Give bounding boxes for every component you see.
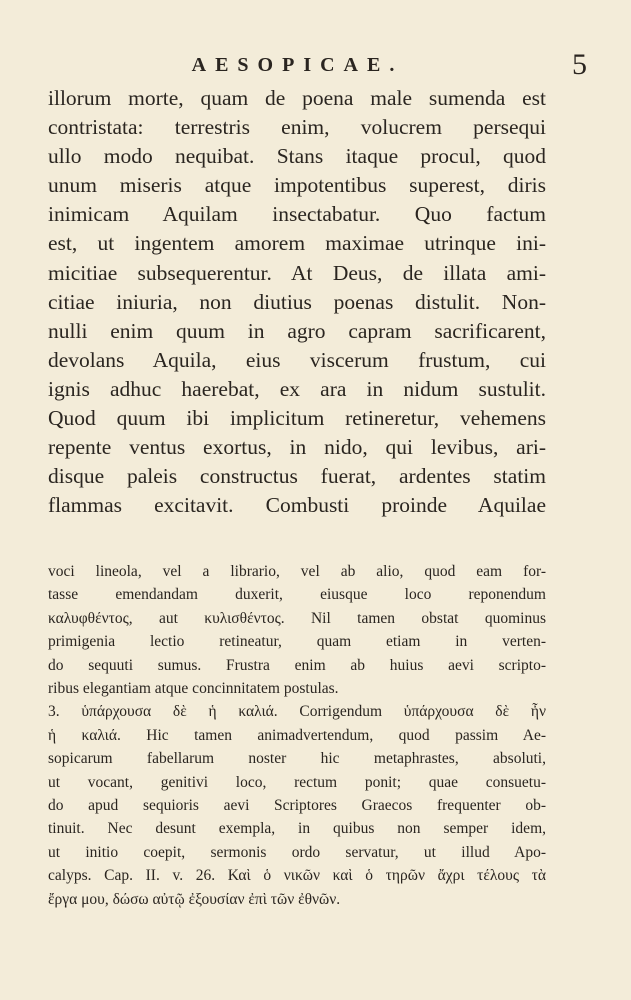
page-header xyxy=(48,48,587,82)
page-number: 5 xyxy=(572,48,587,81)
footnote-line: 3. ὑπάρχουσα δὲ ἡ καλιά. Corrigendum ὑπάρχουσα δὲ ἦν xyxy=(48,703,546,721)
footnote-line: tasse emendandam duxerit, eiusque loco reponendum xyxy=(48,586,546,604)
running-head: AESOPICAE. xyxy=(191,54,404,76)
main-text-line: micitiae subsequerentur. At Deus, de illata ami- xyxy=(48,260,546,285)
main-text-line: ullo modo nequibat. Stans itaque procul, quod xyxy=(48,144,546,169)
footnote-line: sopicarum fabellarum noster hic metaphrastes, absoluti, xyxy=(48,750,546,768)
main-text-line: unum miseris atque impotentibus superest, diris xyxy=(48,173,546,198)
footnote-line: ἡ καλιά. Hic tamen animadvertendum, quod passim Ae- xyxy=(48,726,546,744)
footnote-line: ut initio coepit, sermonis ordo servatur, ut illud Apo- xyxy=(48,843,546,861)
footnote-line: primigenia lectio retineatur, quam etiam in verten- xyxy=(48,633,546,651)
footnote-line: καλυφθέντος, aut κυλισθέντος. Nil tamen obstat quominus xyxy=(48,609,546,627)
footnote-line: do apud sequioris aevi Scriptores Graecos frequenter ob- xyxy=(48,797,546,815)
main-text-line: devolans Aquila, eius viscerum frustum, cui xyxy=(48,347,546,372)
footnote-line: ut vocant, genitivi loco, rectum ponit; quae consuetu- xyxy=(48,773,546,791)
main-text-line: Quod quum ibi implicitum retineretur, vehemens xyxy=(48,406,546,431)
footnote-line: ribus elegantiam atque concinnitatem postulas. xyxy=(48,680,339,698)
main-text-line: disque paleis constructus fuerat, ardentes statim xyxy=(48,464,546,489)
main-text-block xyxy=(48,84,546,520)
main-text-line: repente ventus exortus, in nido, qui levibus, ari- xyxy=(48,435,546,460)
footnotes-block xyxy=(48,560,546,911)
footnote-line: do sequuti sumus. Frustra enim ab huius aevi scripto- xyxy=(48,656,546,674)
footnote-line: ἔργα μου, δώσω αὐτῷ ἐξουσίαν ἐπὶ τῶν ἐθνῶν. xyxy=(48,890,341,908)
main-text-line: citiae iniuria, non diutius poenas distulit. Non- xyxy=(48,289,546,314)
main-text-line: flammas excitavit. Combusti proinde Aquilae xyxy=(48,493,546,518)
footnote-line: tinuit. Nec desunt exempla, in quibus non semper idem, xyxy=(48,820,546,838)
main-text-line: nulli enim quum in agro capram sacrificarent, xyxy=(48,318,546,343)
footnote-line: voci lineola, vel a librario, vel ab alio, quod eam for- xyxy=(48,563,546,580)
main-text-line: est, ut ingentem amorem maximae utrinque ini- xyxy=(48,231,546,256)
main-text-line: ignis adhuc haerebat, ex ara in nidum sustulit. xyxy=(48,376,546,401)
footnote-line: calyps. Cap. II. v. 26. Καὶ ὁ νικῶν καὶ ὁ τηρῶν ἄχρι τέλους τὰ xyxy=(48,867,546,885)
main-text-line: illorum morte, quam de poena male sumenda est xyxy=(48,86,546,110)
main-text-line: inimicam Aquilam insectabatur. Quo factum xyxy=(48,202,546,227)
main-text-line: contristata: terrestris enim, volucrem persequi xyxy=(48,115,546,140)
